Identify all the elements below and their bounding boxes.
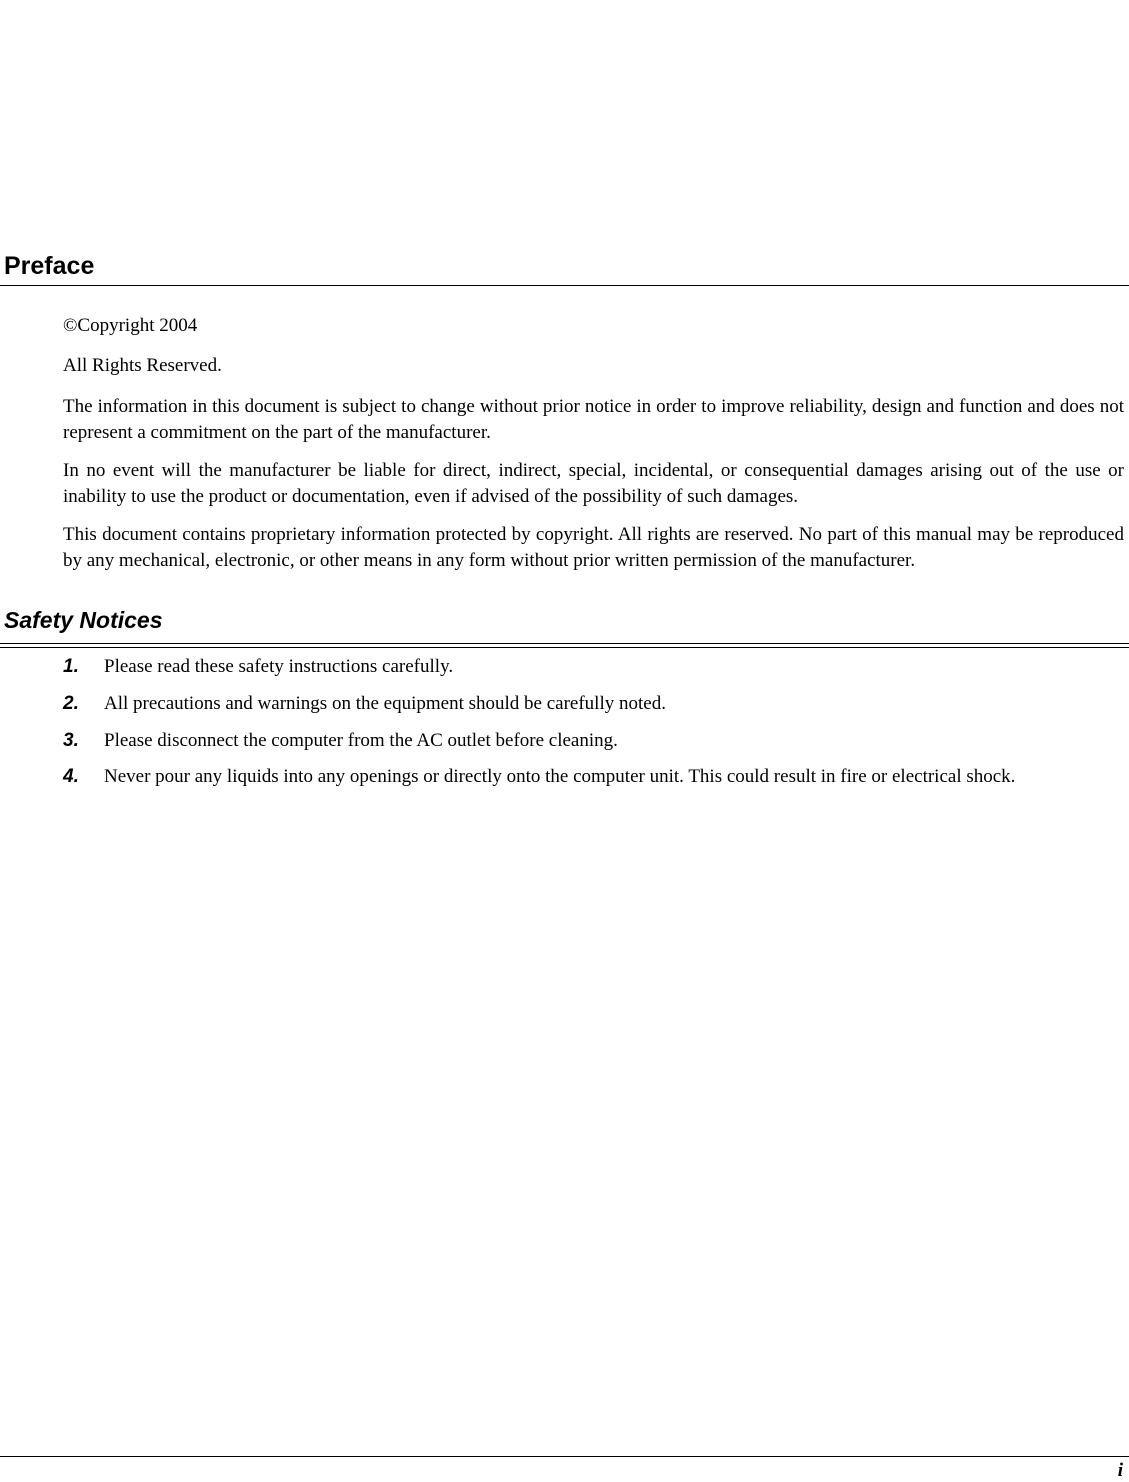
copyright-line: ©Copyright 2004 xyxy=(63,315,198,336)
footer-rule xyxy=(0,1456,1129,1457)
safety-notices-heading: Safety Notices xyxy=(4,607,163,633)
preface-heading: Preface xyxy=(4,252,95,280)
proprietary-paragraph: This document contains proprietary information protected by copyright. All rights are reserved. No part of this manual may be reproduced by any mechanical, electronic, or other means in any form without prior written permission of the manufacturer. xyxy=(63,524,1124,571)
page-number: i xyxy=(1117,1460,1123,1481)
list-item-text: Please read these safety instructions carefully. xyxy=(104,656,454,677)
liability-paragraph: In no event will the manufacturer be liable for direct, indirect, special, incidental, or consequential damages arising out of the use or inability to use the product or documentation, even if advised of the possibility of such damages. xyxy=(63,460,1124,507)
safety-heading-rule-top xyxy=(0,643,1129,644)
list-item-text: Please disconnect the computer from the AC outlet before cleaning. xyxy=(104,730,618,751)
preface-heading-rule xyxy=(0,285,1129,286)
list-item-text: Never pour any liquids into any openings or directly onto the computer unit. This could result in fire or electrical shock. xyxy=(104,766,1016,787)
list-item-number: 2. xyxy=(63,693,79,714)
safety-heading-rule-bottom xyxy=(0,647,1129,648)
list-item-number: 4. xyxy=(63,766,79,787)
list-item-number: 3. xyxy=(63,730,79,751)
list-item-text: All precautions and warnings on the equipment should be carefully noted. xyxy=(104,693,666,714)
rights-reserved-line: All Rights Reserved. xyxy=(63,355,222,376)
list-item-number: 1. xyxy=(63,656,79,677)
change-notice-paragraph: The information in this document is subject to change without prior notice in order to improve reliability, design and function and does not represent a commitment on the part of the manufacturer. xyxy=(63,396,1124,443)
